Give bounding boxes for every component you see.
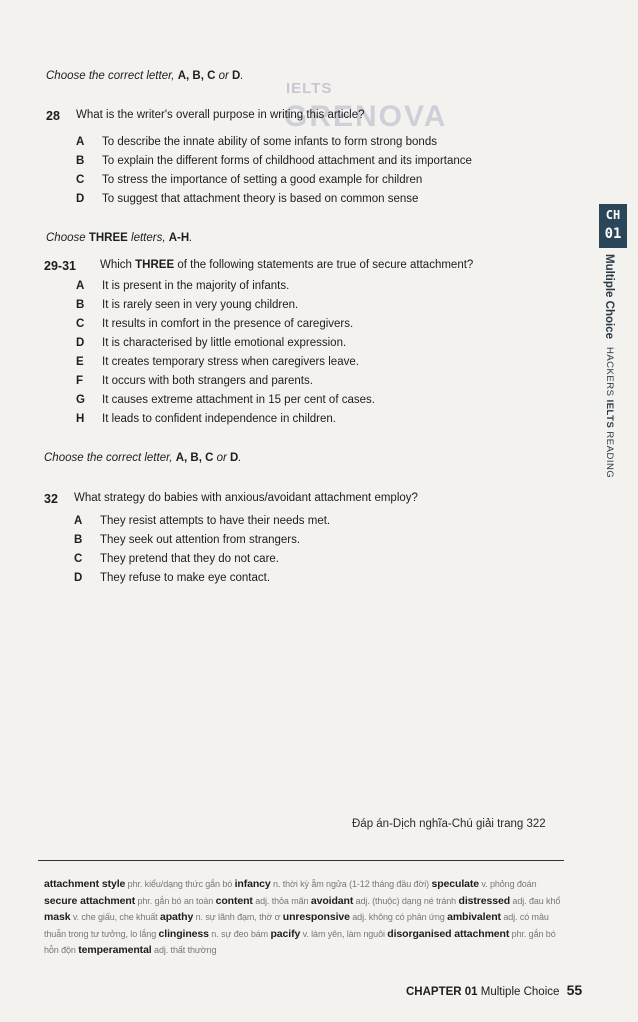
glossary-term: ambivalent bbox=[447, 911, 501, 923]
glossary-definition: n. thời kỳ ẵm ngửa (1-12 tháng đầu đời) bbox=[270, 879, 432, 889]
chapter-tab-number: 01 bbox=[604, 226, 622, 242]
glossary-definition: phr. gắn bó an toàn bbox=[135, 895, 216, 906]
watermark-big: GRENOVA bbox=[284, 100, 448, 133]
divider bbox=[38, 860, 564, 861]
glossary-definition: v. che giấu, che khuất bbox=[70, 912, 160, 922]
glossary-definition: phr. kiểu/dạng thức gắn bó bbox=[125, 879, 235, 889]
textbook-page: IELTS GRENOVA Choose the correct letter, A, B, C or D. 28 What is the writer's overall purpose in writing this article? A To describe the innate ability of some infants to form strong bonds B To explain the different forms of childhood attachment and its importance C To stress the importance of setting a good example for children D To suggest that attachment theory is based on common sense Choose THREE letters, A-H. 29-31 Which THREE of the following statements are true of secure attachment? A It is present in the majority of infants. B It is rarely seen in very young children. C It results in comfort in the presence of caregivers. D It is characterised by little emotional expression. E It creates temporary stress when caregivers leave. F It occurs with both strangers and parents. G It causes extreme attachment in 15 per cent of cases. H It leads to confident independence in children. Choose the correct letter, A, B, C or D. 32 What strategy do babies with anxious/avoidant attachment employ? A They resist attempts to have their needs met. B They seek out attention from strangers. C They pretend that they do not care. D They refuse to make eye contact. CH 01 Multiple ChoiceHACKERS IELTS READING Đáp án-Dịch nghĩa-Chú giải trang 322 attachment style phr. kiểu/dạng thức gắn bó infancy n. thời kỳ ẵm ngửa (1-12 tháng đầu đời) speculate v. phỏng đoán secure attachment phr. gắn bó an toàn content adj. thỏa mãn avoidant adj. (thuộc) dạng né tránh distressed adj. đau khổ mask v. che giấu, che khuất apathy n. sự lãnh đạm, thờ ơ unresponsive adj. không có phản ứng ambivalent adj. có mâu thuẫn trong tư tưởng, lo lắng clinginess n. sự đeo bám pacify v. làm yên, làm nguôi disorganised attachment phr. gắn bó hỗn độn temperamental adj. thất thường CHAPTER 01 Multiple Choice 55 bbox=[0, 0, 638, 1022]
chapter-side-title bbox=[603, 254, 615, 478]
glossary-term: infancy bbox=[234, 878, 271, 890]
instruction-q29-31: Choose THREE letters, A-H. bbox=[46, 232, 193, 244]
glossary-term: clinginess bbox=[158, 927, 209, 940]
watermark-small: IELTS bbox=[286, 80, 333, 97]
question-29-31 bbox=[44, 259, 564, 275]
glossary-term: apathy bbox=[159, 911, 194, 923]
question-number: 32 bbox=[44, 492, 58, 506]
glossary-term: temperamental bbox=[78, 944, 152, 956]
question-28 bbox=[46, 109, 566, 125]
glossary-term: attachment style bbox=[44, 878, 126, 890]
page-number: 55 bbox=[566, 982, 583, 998]
glossary-definition: adj. thất thường bbox=[151, 945, 217, 955]
glossary-term: content bbox=[215, 894, 253, 907]
glossary-term: pacify bbox=[270, 927, 301, 940]
side-brand: HACKERS IELTS READING bbox=[604, 346, 615, 479]
chapter-tab bbox=[599, 204, 627, 248]
glossary bbox=[44, 876, 568, 959]
glossary-term: unresponsive bbox=[282, 911, 350, 923]
glossary-definition: v. làm yên, làm nguôi bbox=[300, 928, 388, 939]
answer-reference: Đáp án-Dịch nghĩa-Chú giải trang 322 bbox=[352, 818, 546, 830]
glossary-definition: n. sự lãnh đạm, thờ ơ bbox=[193, 912, 283, 922]
question-number: 29-31 bbox=[44, 259, 76, 273]
question-text: Which THREE of the following statements are true of secure attachment? bbox=[100, 259, 474, 271]
glossary-definition: adj. có mâu thuẫn trong tư tưởng, lo lắng bbox=[44, 912, 549, 939]
glossary-definition: v. phỏng đoán bbox=[479, 879, 537, 889]
chapter-tab-label: CH bbox=[605, 208, 621, 222]
glossary-term: speculate bbox=[431, 878, 480, 890]
instruction-q28: Choose the correct letter, A, B, C or D. bbox=[46, 70, 244, 82]
glossary-definition: adj. (thuộc) dạng né tránh bbox=[353, 895, 459, 906]
glossary-term: disorganised attachment bbox=[387, 927, 510, 940]
side-chapter-title: Multiple Choice bbox=[603, 254, 615, 339]
instruction-q32: Choose the correct letter, A, B, C or D. bbox=[44, 452, 242, 464]
glossary-term: distressed bbox=[458, 894, 511, 907]
glossary-definition: adj. thỏa mãn bbox=[252, 895, 311, 906]
glossary-definition: phr. gắn bó hỗn độn bbox=[44, 928, 556, 955]
glossary-term: secure attachment bbox=[44, 894, 136, 907]
question-number: 28 bbox=[46, 109, 60, 123]
question-text: What strategy do babies with anxious/avoidant attachment employ? bbox=[74, 492, 418, 504]
glossary-definition: adj. không có phản ứng bbox=[349, 912, 448, 922]
glossary-term: mask bbox=[44, 911, 71, 923]
glossary-term: avoidant bbox=[310, 894, 354, 907]
footer-title: Multiple Choice bbox=[480, 986, 560, 998]
page-footer bbox=[406, 982, 582, 998]
question-text: What is the writer's overall purpose in writing this article? bbox=[76, 109, 365, 121]
question-32 bbox=[44, 492, 564, 508]
glossary-definition: adj. đau khổ bbox=[510, 895, 561, 906]
glossary-definition: n. sự đeo bám bbox=[208, 928, 271, 939]
footer-chapter: CHAPTER 01 bbox=[406, 986, 478, 998]
